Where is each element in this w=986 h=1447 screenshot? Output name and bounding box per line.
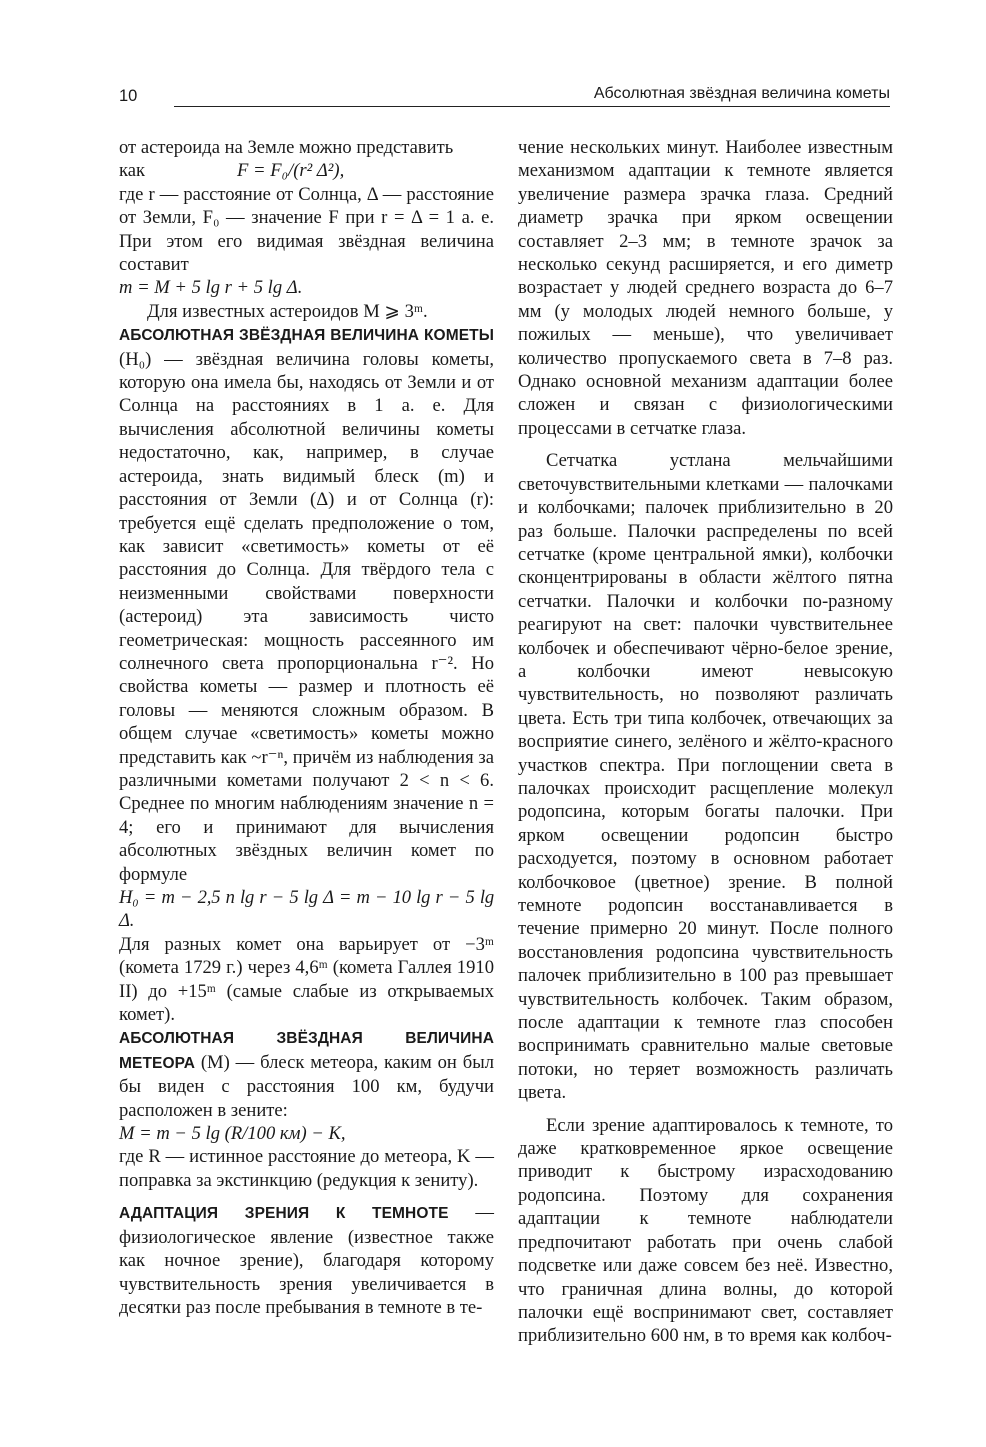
paragraph-flux-definitions: где r — расстояние от Солнца, Δ — расстояние от Земли, F₀ — значение F при r = Δ = 1 а. е. При этом его видимая звёздная величина составит: [119, 183, 494, 276]
entry-text-meteor: (M) — блеск метеора, каким он был бы виден с расстояния 100 км, будучи расположен в зените:: [119, 1051, 494, 1121]
entry-term-dark-adaptation: АДАПТАЦИЯ ЗРЕНИЯ К ТЕМНОТЕ: [119, 1205, 449, 1223]
entry-comet-absolute-magnitude: [119, 323, 494, 886]
paragraph-comet-range: Для разных комет она варьирует от −3ᵐ (комета 1729 г.) через 4,6ᵐ (комета Галлея 1910 II) до +15ᵐ (самые слабые из открываемых комет).: [119, 933, 494, 1026]
right-column: [518, 136, 893, 1348]
paragraph-pupil-adaptation: чение нескольких минут. Наиболее известным механизмом адаптации к темноте является увеличение размера зрачка глаза. Средний диаметр зрачка при ярком освещении составляет 2–3 мм; в темноте зрачок за несколько секунд расширяется, и его диметр возрастает у людей среднего возраста до 6–7 мм (у молодых людей немного больше, у пожилых — меньше), что увеличивает количество пропускаемого света в 7–8 раз. Однако основной механизм адаптации более сложен и связан с физиологическими процессами в сетчатке глаза.: [518, 137, 893, 439]
paragraph-asteroid-intro: от астероида на Земле можно представить: [119, 137, 454, 158]
entry-text-comet: (H₀) — звёздная величина головы кометы, которую она имела бы, находясь от Земли и от Солнца на расстояниях в 1 а. е. Для вычисления абсолютной величины кометы недостаточно, как, например, в случае астероида, знать видимый блеск (m) и расстояния от Земли (Δ) и от Солнца (r): требуется ещё сделать предположение о том, как зависит «светимость» кометы от её расстояния до Солнца. Для твёрдого тела с неизменными свойствами поверхности (астероид) эта зависимость чисто геометрическая: мощность рассеянного им солнечного света пропорциональна r⁻². Но свойства кометы — размер и плотность её головы — меняются сложным образом. В общем случае «светимость» кометы можно представить как ~r⁻ⁿ, причём из наблюдения за различными кометами получают 2 < n < 6. Среднее по многим наблюдениям значение n = 4; его и принимают для вычисления абсолютных звёздных величин комет по формуле: [119, 348, 494, 885]
entry-dark-adaptation: [119, 1201, 494, 1319]
word-kak: как: [119, 160, 146, 182]
entry-term-comet: АБСОЛЮТНАЯ ЗВЁЗДНАЯ ВЕЛИЧИНА КОМЕТЫ: [119, 327, 494, 345]
paragraph-known-asteroids: Для известных астероидов M ⩾ 3ᵐ.: [147, 300, 428, 322]
entry-meteor-absolute-magnitude: [119, 1026, 494, 1122]
page-header: [119, 86, 890, 110]
formula-comet-magnitude: H₀ = m − 2,5 n lg r − 5 lg Δ = m − 10 lg r − 5 lg Δ.: [119, 887, 494, 932]
formula-flux: F = F₀/(r² Δ²),: [237, 160, 345, 182]
formula-meteor-magnitude: M = m − 5 lg (R/100 км) − K,: [119, 1123, 346, 1145]
page-number: 10: [119, 87, 138, 105]
entry-text-dark-adaptation: — физиологическое явление (известное также как ночное зрение), благодаря которому чувствительность зрения увеличивается в десятки раз после пребывания в темноте в те-: [119, 1202, 494, 1318]
paragraph-rhodopsin: Если зрение адаптировалось к темноте, то даже кратковременное яркое освещение приводит к быстрому израсходованию родопсина. Поэтому для сохранения адаптации к темноте наблюдатели предпочитают работать при очень слабой подсветке или даже совсем без неё. Известно, что граничная длина волны, до которой палочки ещё воспринимают свет, составляет приблизительно 600 нм, в то время как колбоч-: [518, 1114, 893, 1347]
entry-term-meteor: АБСОЛЮТНАЯ ЗВЁЗДНАЯ ВЕЛИЧИНА МЕТЕОРА: [119, 1030, 494, 1072]
paragraph-meteor-definitions: где R — истинное расстояние до метеора, K — поправка за экстинкцию (редукция к зениту).: [119, 1146, 494, 1191]
paragraph-formula-flux: [119, 159, 494, 182]
running-title: Абсолютная звёздная величина кометы: [593, 85, 890, 102]
paragraph-retina-cells: Сетчатка устлана мельчайшими светочувствительными клетками — палочками и колбочками; палочек приблизительно в 20 раз больше. Палочки распределены по всей сетчатке (кроме центральной ямки), колбочки сконцентрированы в области жёлтого пятна сетчатки. Палочки и колбочки по-разному реагируют на свет: палочки чувствительнее колбочек и обеспечивают чёрно-белое зрение, а колбочки имеют невысокую чувствительность, но позволяют различать цвета. Есть три типа колбочек, отвечающих за восприятие синего, зелёного и жёлто-красного участков спектра. При поглощении света в палочках происходит расщепление молекул родопсина, которым богаты палочки. При ярком освещении родопсин быстро расходуется, поэтому в основном работает колбочковое (цветное) зрение. В полной темноте родопсин восстанавливается в течение примерно 20 минут. После полного восстановления родопсина чувствительность палочек приблизительно в 100 раз превышает чувствительность колбочек. Таким образом, после адаптации к темноте глаз способен воспринимать сравнительно малые световые потоки, но теряет возможность различать цвета.: [518, 450, 893, 1104]
header-rule: [174, 106, 890, 107]
left-column: [119, 136, 494, 1319]
formula-apparent-magnitude: m = M + 5 lg r + 5 lg Δ.: [119, 277, 303, 299]
